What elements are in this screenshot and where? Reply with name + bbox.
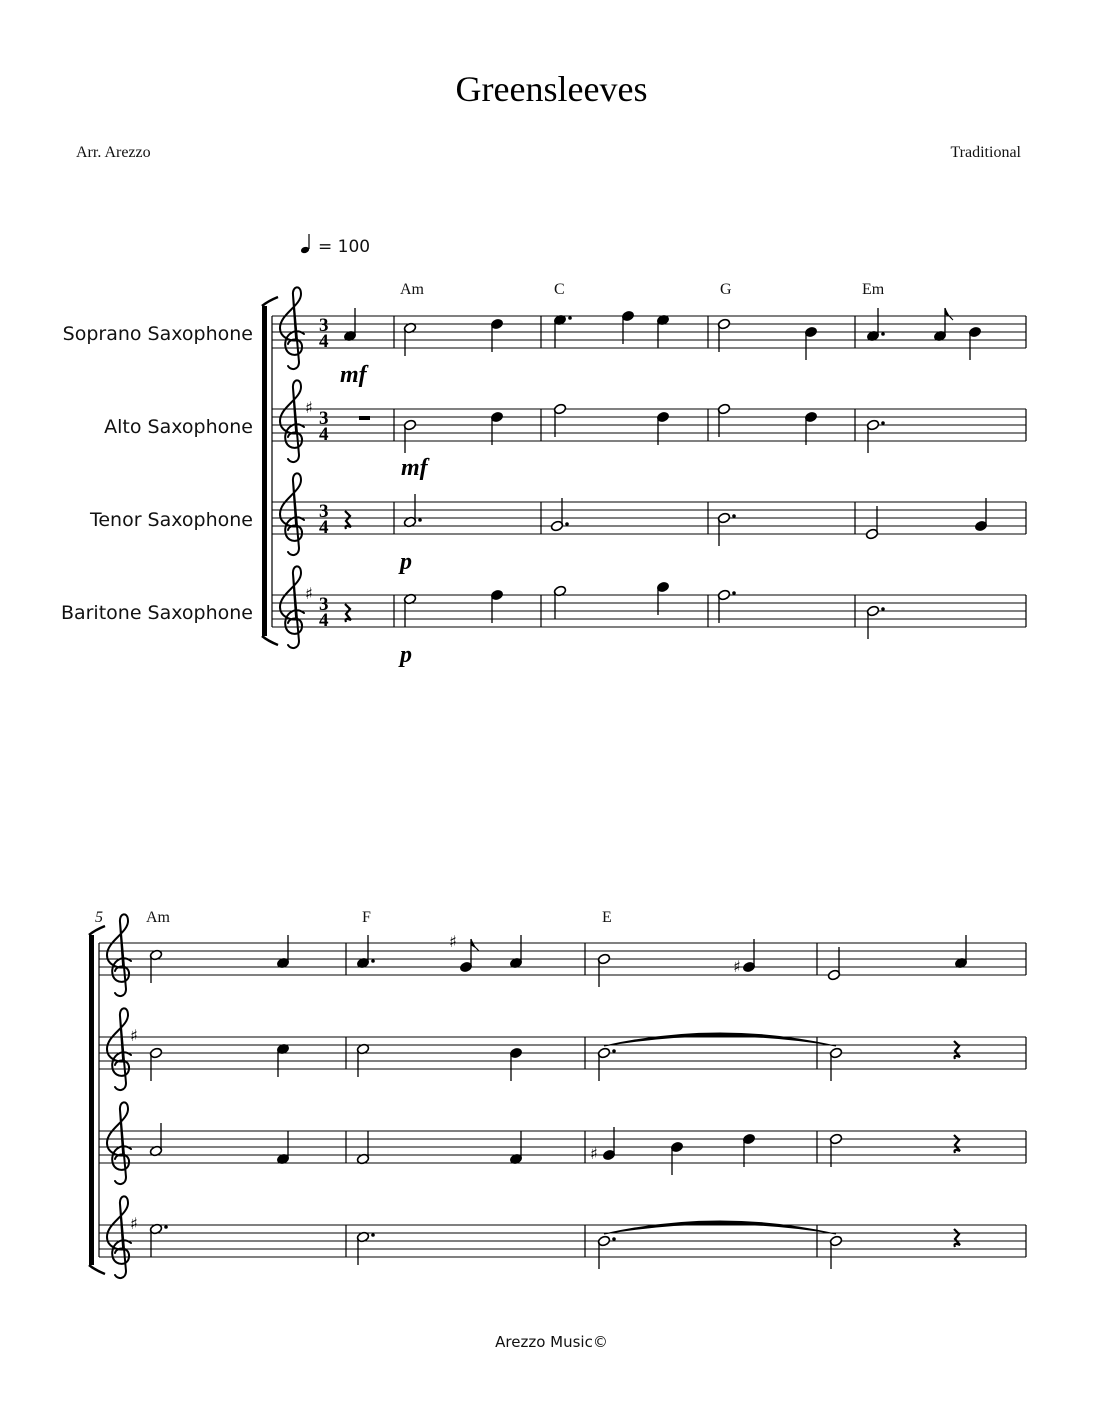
half-note: [865, 506, 878, 540]
treble-clef-icon: [107, 1196, 131, 1278]
sharp-accidental: ♯: [733, 957, 741, 976]
staff-baritone: [99, 1225, 1026, 1257]
chord-symbol: Em: [862, 281, 885, 298]
staff-tenor: [272, 502, 1026, 534]
eighth-note: [933, 308, 953, 342]
treble-clef-icon: [107, 914, 131, 996]
staff-alto: [272, 409, 1026, 441]
half-note: [866, 419, 885, 453]
quarter-note: [509, 1047, 522, 1081]
key-signature-sharp: ♯: [130, 1214, 138, 1233]
treble-clef-icon: [107, 1008, 131, 1090]
half-note: [403, 419, 416, 453]
quarter-note: [954, 935, 967, 969]
half-note: [356, 1131, 369, 1165]
measure-number: 5: [95, 909, 103, 926]
half-note: [149, 949, 162, 983]
staff-soprano: [99, 943, 1026, 975]
time-signature-top: 3: [319, 315, 329, 336]
treble-clef-icon: [107, 1102, 131, 1184]
half-note: [597, 1235, 616, 1269]
half-note: [403, 593, 416, 627]
staff-alto: [99, 1037, 1026, 1069]
dynamic-marking: mf: [340, 362, 367, 388]
quarter-rest: [954, 1135, 960, 1153]
half-note: [149, 1223, 168, 1257]
quarter-note: [276, 1043, 289, 1077]
quarter-note: [602, 1127, 615, 1161]
tie-arc: [604, 1221, 836, 1234]
quarter-note: [742, 939, 755, 973]
quarter-note: [509, 1131, 522, 1165]
system-2: [89, 909, 1026, 1278]
chord-symbol: E: [602, 909, 612, 926]
barlines-system-2: [99, 943, 1026, 1257]
half-note: [356, 1043, 369, 1077]
tempo-marking: [300, 234, 370, 257]
half-note: [829, 1235, 842, 1269]
quarter-note: [670, 1141, 683, 1175]
quarter-note: [490, 411, 503, 445]
system-bracket: [89, 926, 105, 1274]
time-signature-top: 3: [319, 408, 329, 429]
quarter-note: [276, 1131, 289, 1165]
barlines-system-1: [272, 316, 1026, 627]
quarter-note: [621, 310, 634, 344]
chord-symbol: Am: [146, 909, 170, 926]
system-bracket: [262, 297, 278, 645]
staff-soprano: [272, 316, 1026, 348]
quarter-note: [490, 589, 503, 623]
time-signature-top: 3: [319, 594, 329, 615]
half-note: [356, 1231, 375, 1265]
quarter-note: [553, 314, 572, 348]
quarter-note: [804, 326, 817, 360]
copyright-footer: Arezzo Music©: [495, 1333, 608, 1351]
treble-clef-icon: [280, 473, 304, 555]
half-note: [553, 403, 566, 437]
staff-baritone: [272, 595, 1026, 627]
instrument-label-baritone: Baritone Saxophone: [60, 602, 253, 624]
key-signature-sharp: ♯: [305, 584, 313, 603]
half-note: [149, 1123, 162, 1157]
half-note: [829, 1047, 842, 1081]
notes-system-1: [343, 308, 987, 639]
staff-tenor: [99, 1131, 1026, 1163]
quarter-note: [356, 935, 375, 969]
system-1: [61, 234, 1026, 668]
half-rest: [359, 416, 370, 420]
half-note: [827, 947, 840, 981]
half-note: [866, 605, 885, 639]
half-note: [149, 1047, 162, 1081]
half-note: [553, 585, 566, 619]
quarter-note: [656, 411, 669, 445]
half-note: [403, 494, 422, 528]
time-signature-top: 3: [319, 501, 329, 522]
eighth-note: [459, 939, 479, 973]
chord-symbol: C: [554, 281, 565, 298]
quarter-note: [742, 1133, 755, 1167]
half-note: [597, 1047, 616, 1081]
time-signature-bottom: 4: [319, 424, 329, 445]
instrument-label-tenor: Tenor Saxophone: [89, 509, 253, 531]
quarter-note: [490, 318, 503, 352]
tie-arc: [604, 1033, 836, 1046]
quarter-note: [974, 498, 987, 532]
half-note: [717, 512, 736, 546]
half-note: [717, 318, 730, 352]
composer-credit: Traditional: [950, 144, 1021, 161]
quarter-note: [656, 581, 669, 615]
sharp-accidental: ♯: [590, 1144, 598, 1163]
chord-symbol: Am: [400, 281, 424, 298]
time-signature-bottom: 4: [319, 517, 329, 538]
quarter-note: [509, 935, 522, 969]
tempo-value: = 100: [318, 237, 371, 257]
half-note: [717, 403, 730, 437]
time-signature-bottom: 4: [319, 610, 329, 631]
treble-clef-icon: [280, 566, 304, 648]
half-note: [597, 953, 610, 987]
quarter-rest: [954, 1229, 960, 1247]
dynamic-marking: p: [400, 642, 412, 668]
dynamic-marking: p: [400, 549, 412, 575]
chord-symbol: G: [720, 281, 732, 298]
treble-clef-icon: [280, 287, 304, 369]
quarter-rest: [345, 604, 351, 622]
instrument-label-alto: Alto Saxophone: [104, 416, 253, 438]
time-signature-bottom: 4: [319, 331, 329, 352]
key-signature-sharp: ♯: [305, 398, 313, 417]
quarter-rest: [954, 1041, 960, 1059]
quarter-note: [866, 308, 885, 342]
score-title: Greensleeves: [455, 69, 648, 109]
quarter-rest: [345, 511, 351, 529]
treble-clef-icon: [280, 380, 304, 462]
quarter-note: [968, 326, 981, 360]
chord-symbol: F: [362, 909, 371, 926]
half-note: [717, 589, 736, 623]
quarter-note: [343, 308, 356, 342]
notes-system-2: [149, 935, 967, 1269]
quarter-note: [656, 314, 669, 348]
half-note: [829, 1133, 842, 1167]
key-signature-sharp: ♯: [130, 1026, 138, 1045]
sharp-accidental: ♯: [449, 932, 457, 951]
dynamic-marking: mf: [401, 455, 428, 481]
quarter-note: [804, 411, 817, 445]
quarter-note: [276, 935, 289, 969]
half-note: [403, 322, 416, 356]
arranger-credit: Arr. Arezzo: [76, 144, 151, 161]
half-note: [550, 498, 569, 532]
instrument-label-soprano: Soprano Saxophone: [62, 323, 253, 345]
